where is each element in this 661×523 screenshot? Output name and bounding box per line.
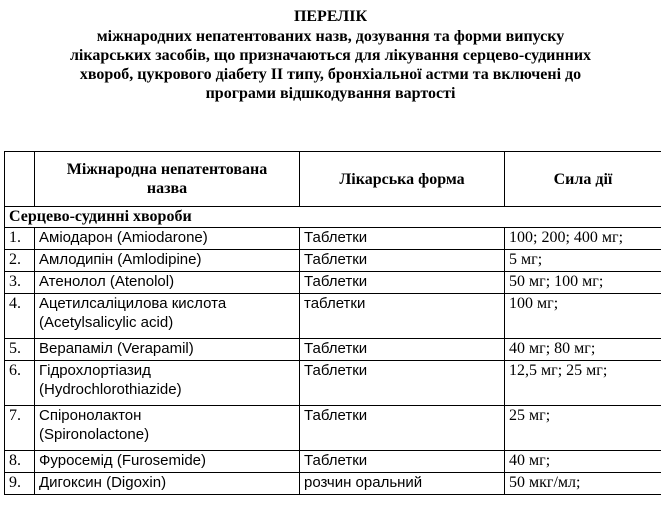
drug-name [35,250,300,272]
document-subtitle-line-3: хвороб, цукрового діабету II типу, бронхіальної астми та включені до [79,66,582,83]
drug-form: Таблетки [300,451,505,473]
drug-strength: 50 мг; 100 мг; [505,272,661,294]
header-number [5,152,35,207]
drug-name-line: Атенолол (Atenolol) [39,273,175,290]
drug-strength: 100 мг; [505,294,661,339]
table-row [5,272,661,294]
drug-name [35,473,300,495]
document-title: ПЕРЕЛІК [293,8,368,25]
row-number: 7. [5,406,35,451]
drug-name-line: Дигоксин (Digoxin) [39,474,167,491]
drug-form: Таблетки [300,272,505,294]
table-row [5,294,661,339]
drug-form: Таблетки [300,406,505,451]
table-row [5,361,661,406]
drug-name-line: (Acetylsalicylic acid) [39,314,174,331]
row-number: 5. [5,339,35,361]
drug-form: таблетки [300,294,505,339]
drug-name [35,228,300,250]
drug-form: Таблетки [300,339,505,361]
drug-strength: 25 мг; [505,406,661,451]
drug-form: розчин оральний [300,473,505,495]
drug-name [35,361,300,406]
drug-name-line: Ацетилсаліцилова кислота [39,295,227,312]
section-title: Серцево-судинні хвороби [5,207,661,228]
drug-strength: 12,5 мг; 25 мг; [505,361,661,406]
drug-strength: 5 мг; [505,250,661,272]
row-number: 9. [5,473,35,495]
drug-form: Таблетки [300,250,505,272]
drug-name-line: Спіронолактон [39,407,142,424]
drug-name-line: (Hydrochlorothiazide) [39,381,182,398]
drug-name-line: Фуросемід (Furosemide) [39,452,207,469]
drug-name [35,406,300,451]
document-subtitle-line-4: програми відшкодування вартості [205,85,456,102]
drug-strength: 40 мг; 80 мг; [505,339,661,361]
row-number: 1. [5,228,35,250]
header-name-line-2: назва [146,180,188,197]
drug-name [35,272,300,294]
header-name [35,152,300,207]
header-strength: Сила дії [505,152,661,207]
table-row [5,451,661,473]
document-subtitle-line-2: лікарських засобів, що призначаються для лікування серцево-судинних [69,47,592,64]
drug-strength: 50 мкг/мл; [505,473,661,495]
section-row [5,207,661,228]
drug-form: Таблетки [300,361,505,406]
table-row [5,473,661,495]
drug-name-line: Гідрохлортіазид [39,362,151,379]
drug-name-line: Верапаміл (Verapamil) [39,340,194,357]
drug-strength: 100; 200; 400 мг; [505,228,661,250]
drug-name [35,339,300,361]
medicines-table [4,151,661,495]
table-header-row [5,152,661,207]
drug-name [35,294,300,339]
drug-name-line: (Spironolactone) [39,426,150,443]
header-name-line-1: Міжнародна непатентована [66,161,268,178]
drug-name [35,451,300,473]
row-number: 3. [5,272,35,294]
table-row [5,339,661,361]
row-number: 6. [5,361,35,406]
row-number: 8. [5,451,35,473]
drug-form: Таблетки [300,228,505,250]
table-row [5,250,661,272]
row-number: 4. [5,294,35,339]
header-form: Лікарська форма [300,152,505,207]
document-subtitle-line-1: міжнародних непатентованих назв, дозування та форми випуску [96,28,565,45]
drug-name-line: Аміодарон (Amiodarone) [39,229,208,246]
table-row [5,228,661,250]
drug-strength: 40 мг; [505,451,661,473]
table-row [5,406,661,451]
drug-name-line: Амлодипін (Amlodipine) [39,251,202,268]
row-number: 2. [5,250,35,272]
